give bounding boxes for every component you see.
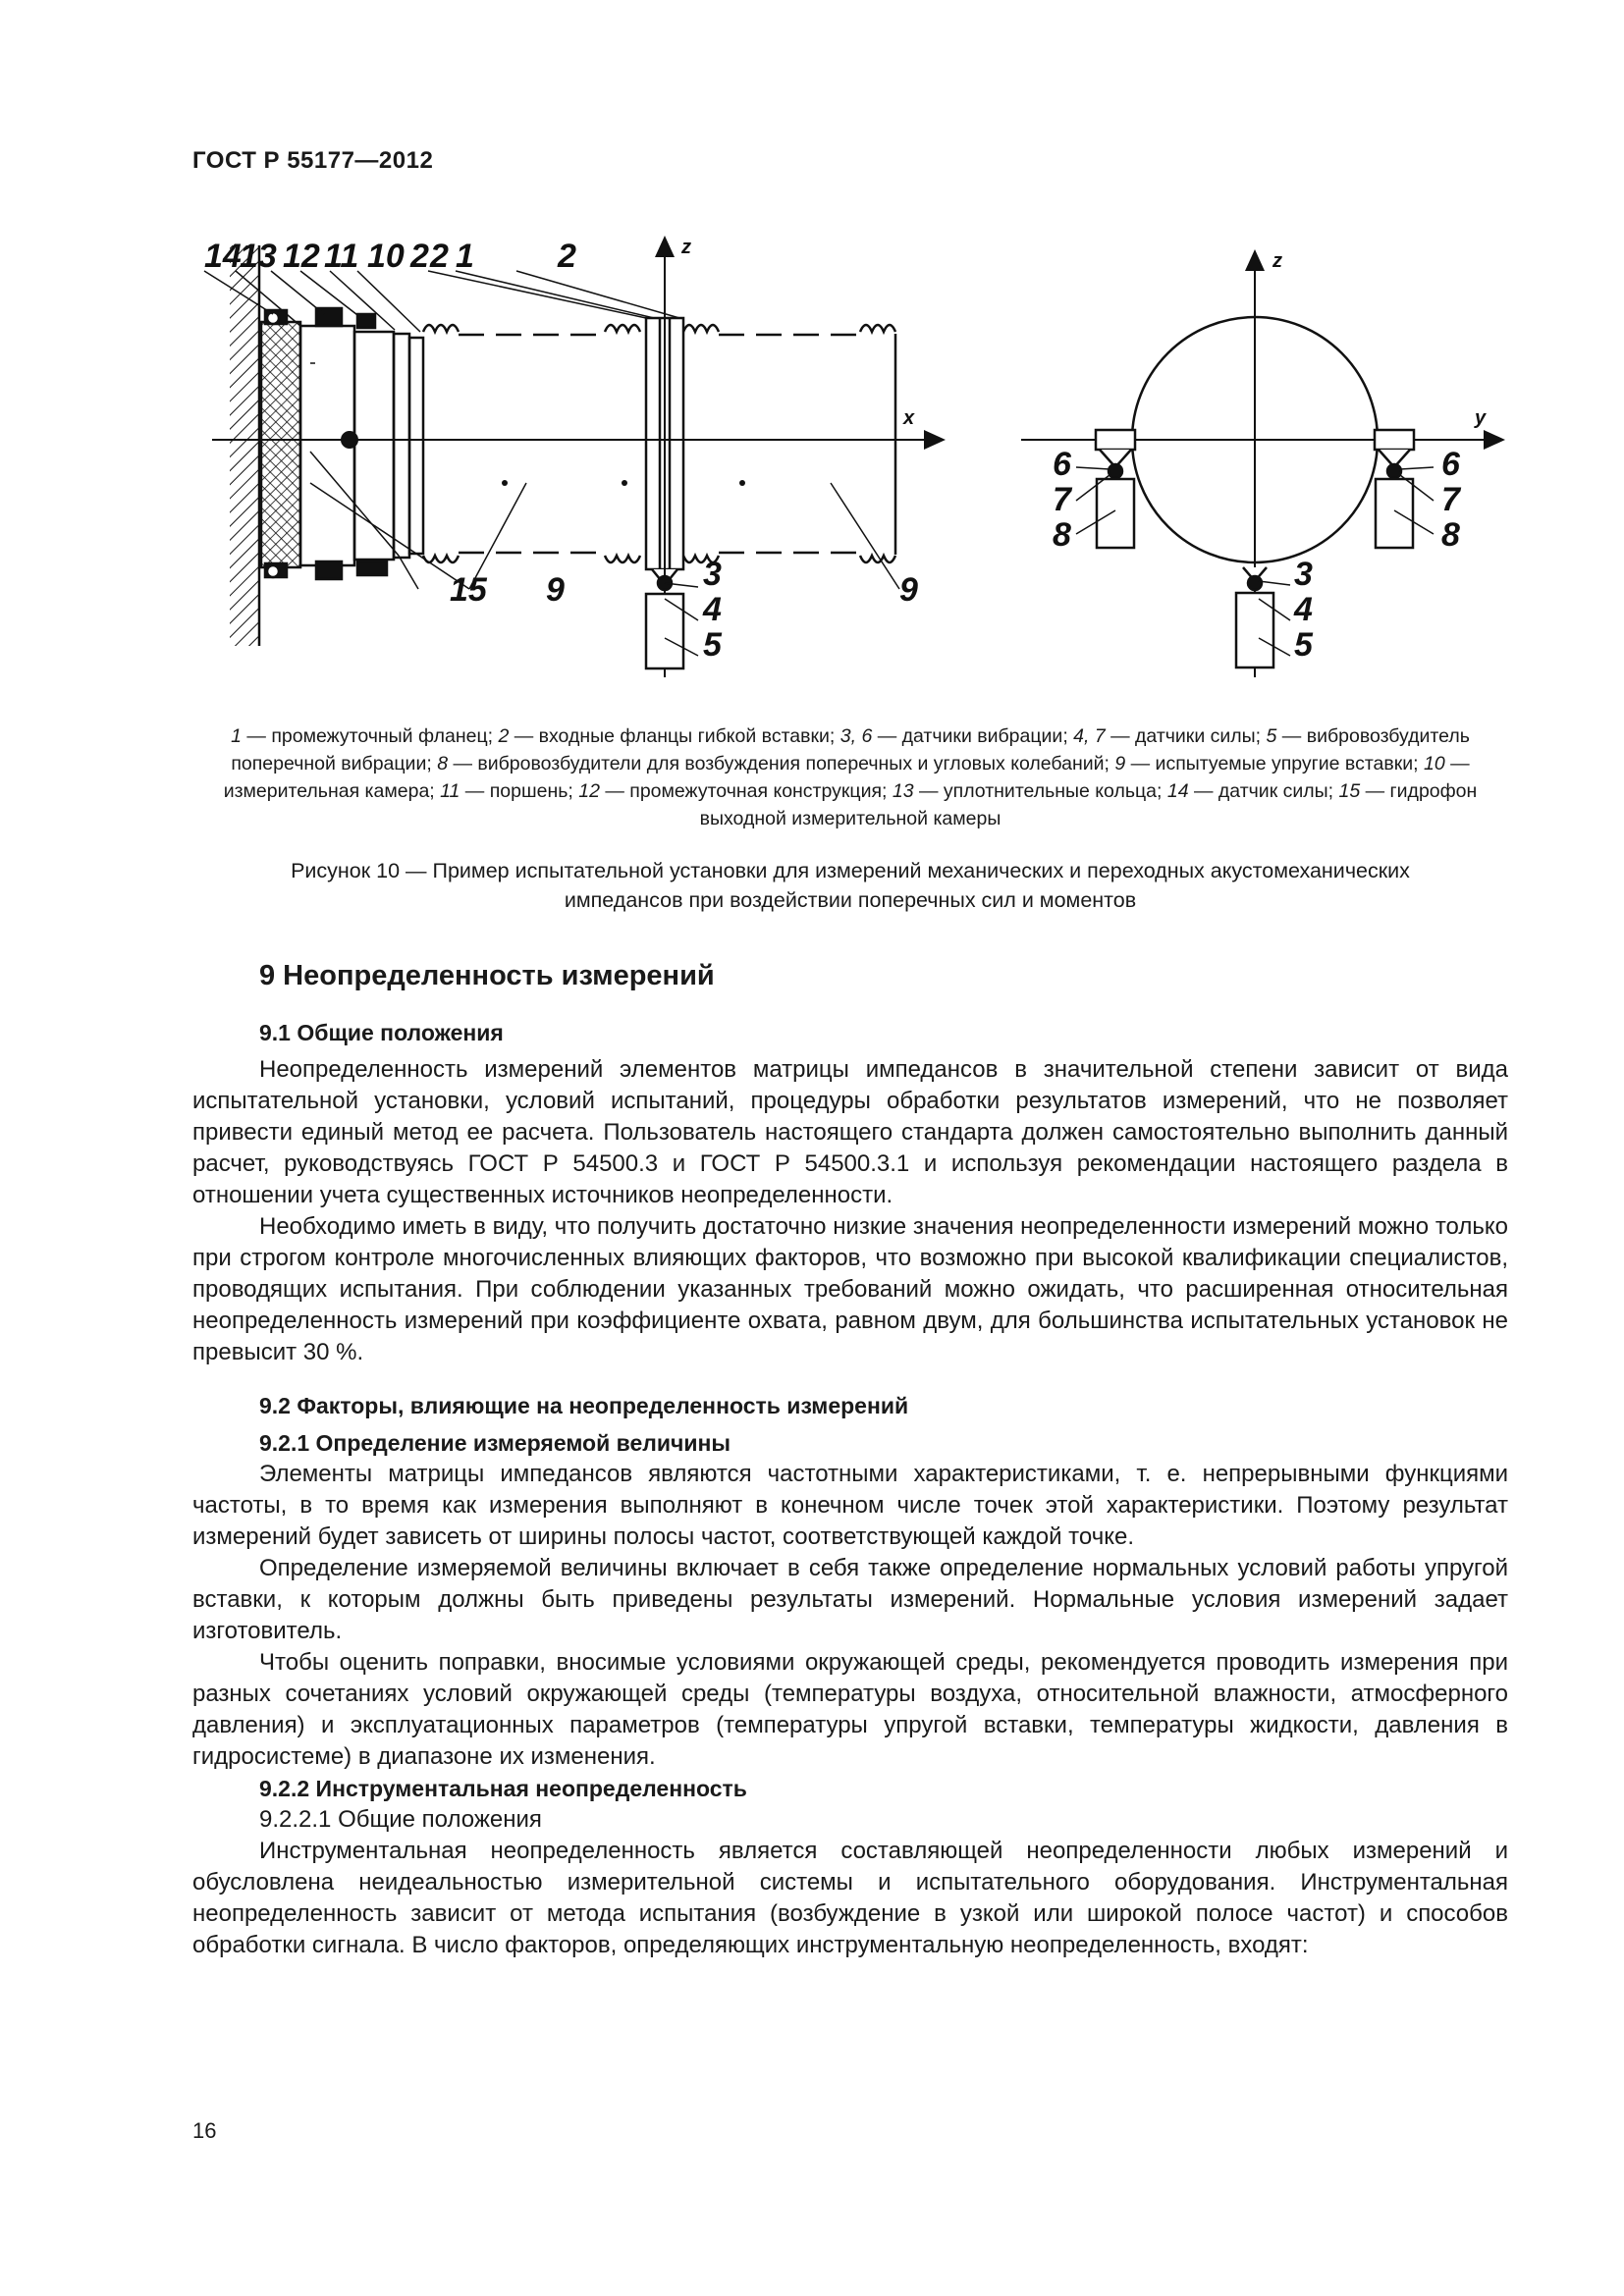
svg-text:7: 7 — [1441, 481, 1460, 518]
svg-text:8: 8 — [1441, 516, 1460, 554]
legend-item: 4, 7 — датчики силы; — [1073, 725, 1267, 747]
svg-text:x: x — [903, 407, 915, 429]
paragraph-9-2-1-2: Определение измеряемой величины включает в себя также определение нормальных условий работы упругой вставки, к которым должны быть приведены результаты измерений. Нормальные условия измерений задает изготовитель. — [192, 1555, 1508, 1644]
vibration-exciter-5 — [646, 576, 683, 668]
legend-item: 13 — уплотнительные кольца; — [892, 780, 1167, 802]
legend-item: 12 — промежуточная конструкция; — [578, 780, 893, 802]
paragraph-9-2-1-3: Чтобы оценить поправки, вносимые условиями окружающей среды, рекомендуется проводить измерения при разных сочетаниях условий окружающей среды (температуры воздуха, относительной влажности, атмосферного давления) и эксплуатационных параметров (температуры упругой вставки, температуры жидкости, давления в гидросистеме) в диапазоне их изменения. — [192, 1649, 1508, 1770]
svg-text:3: 3 — [1294, 556, 1313, 593]
legend-item: 9 — испытуемые упругие вставки; — [1114, 753, 1425, 774]
svg-text:9: 9 — [546, 571, 565, 609]
svg-text:4: 4 — [1294, 591, 1313, 628]
svg-text:10: 10 — [367, 238, 405, 275]
svg-text:1: 1 — [456, 238, 474, 275]
wall — [230, 245, 259, 646]
dots-9 — [502, 480, 745, 486]
paragraph-9-1-1: Неопределенность измерений элементов матрицы импедансов в значительной степени зависит от вида испытательной установки, условий испытаний, процедуры обработки результатов измерений, что не позволяет привести единый метод ее расчета. Пользователь настоящего стандарта должен самостоятельно выполнить данный расчет, руководствуясь ГОСТ Р 54500.3 и ГОСТ Р 54500.3.1 и используя рекомендации настоящего раздела в отношении учета существенных источников неопределенности. — [192, 1056, 1508, 1208]
paragraph-9-2-1-1: Элементы матрицы импедансов являются частотными характеристиками, т. е. непрерывными функциями частоты, в то время как измерения выполняют в конечном числе точек этой характеристики. Поэтому результат измерений будет зависеть от ширины полосы частот, соответствующей каждой точке. — [192, 1461, 1508, 1550]
legend-item: 15 — гидрофон выходной измерительной камеры — [699, 780, 1478, 829]
svg-text:2: 2 — [558, 238, 576, 275]
legend-item: 8 — вибровозбудители для возбуждения поперечных и угловых колебаний; — [437, 753, 1115, 774]
svg-text:12: 12 — [283, 238, 320, 275]
flexible-insert-9 — [423, 325, 640, 562]
svg-text:9: 9 — [899, 571, 918, 609]
svg-text:3: 3 — [703, 556, 722, 593]
paragraph-9-2-2-1-1: Инструментальная неопределенность является составляющей неопределенности любых измерений и обусловлена неидеальностью измерительной системы и испытательного оборудования. Инструментальная неопределенность зависит от метода испытания (возбуждение в узкой или широкой полосе частот) и способов обработки сигнала. В число факторов, определяющих инструментальную неопределенность, входят: — [192, 1838, 1508, 1958]
svg-text:8: 8 — [1053, 516, 1071, 554]
section-title: 9 Неопределенность измерений — [259, 960, 715, 991]
subsection-9-2-1-title: 9.2.1 Определение измеряемой величины — [259, 1430, 731, 1456]
svg-text:15: 15 — [450, 571, 487, 609]
figure-legend — [192, 722, 1508, 832]
svg-text:y: y — [1475, 407, 1487, 429]
figure-caption — [192, 856, 1508, 915]
labels-top-left — [204, 237, 915, 429]
section-9-content — [192, 942, 1508, 1961]
subsection-9-1-title: 9.1 Общие положения — [259, 1020, 504, 1045]
legend-item: 2 — входные фланцы гибкой вставки; — [498, 725, 840, 747]
svg-text:z: z — [681, 237, 691, 258]
svg-text:4: 4 — [703, 591, 722, 628]
svg-text:11: 11 — [324, 238, 359, 275]
test-setup-figure — [192, 216, 1508, 707]
caption-line-2: импедансов при воздействии поперечных сил и моментов — [564, 888, 1137, 912]
page-number: 16 — [192, 2118, 217, 2143]
svg-text:6: 6 — [1441, 446, 1460, 483]
legend-item: 1 — промежуточный фланец; — [231, 725, 499, 747]
flexible-insert-9b — [683, 325, 895, 562]
caption-line-1: Рисунок 10 — Пример испытательной установки для измерений механических и переходных акустомеханических — [291, 859, 1410, 882]
svg-text:z: z — [1272, 250, 1282, 272]
svg-text:5: 5 — [703, 626, 722, 664]
subsection-9-2-title: 9.2 Факторы, влияющие на неопределенность измерений — [259, 1393, 909, 1418]
paragraph-9-1-2: Необходимо иметь в виду, что получить достаточно низкие значения неопределенности измерений можно только при строгом контроле многочисленных влияющих факторов, что возможно при высокой квалификации специалистов, проводящих испытания. При соблюдении указанных требований можно ожидать, что расширенная относительная неопределенность измерений при коэффициенте охвата, равном двум, для большинства испытательных установок не превысит 30 %. — [192, 1213, 1508, 1365]
legend-item: 5 — вибровозбудитель поперечной вибрации; — [231, 725, 1470, 774]
svg-text:2: 2 — [430, 238, 449, 275]
legend-item: 3, 6 — датчики вибрации; — [839, 725, 1074, 747]
document-header: ГОСТ Р 55177—2012 — [192, 147, 434, 174]
svg-text:5: 5 — [1294, 626, 1313, 664]
legend-item: 11 — поршень; — [440, 780, 579, 802]
svg-text:7: 7 — [1053, 481, 1071, 518]
subsection-9-2-2-title: 9.2.2 Инструментальная неопределенность — [259, 1776, 747, 1801]
svg-text:2: 2 — [410, 238, 429, 275]
cross-section — [1021, 251, 1503, 677]
svg-text:14: 14 — [204, 238, 242, 275]
svg-text:13: 13 — [240, 238, 277, 275]
legend-item: 10 — измерительная камера; — [223, 753, 1470, 802]
svg-text:6: 6 — [1053, 446, 1071, 483]
legend-item: 14 — датчик силы; — [1166, 780, 1339, 802]
subsection-9-2-2-1-title: 9.2.2.1 Общие положения — [259, 1806, 542, 1833]
